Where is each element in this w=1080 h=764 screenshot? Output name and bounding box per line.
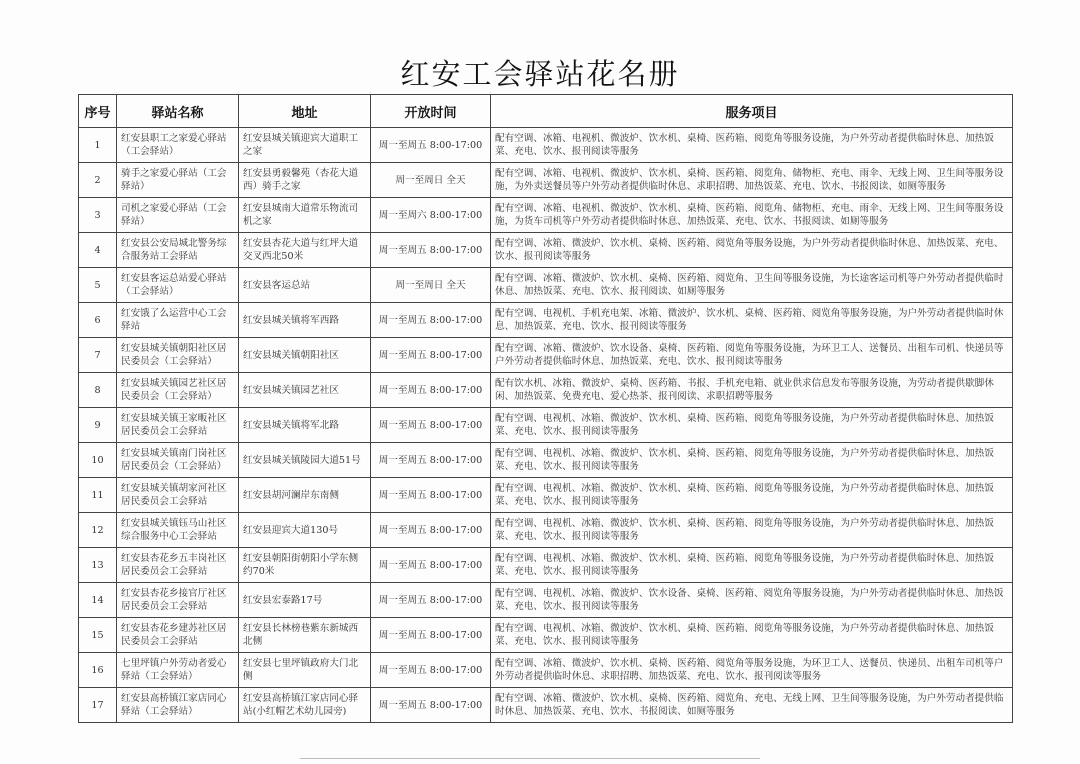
cell-services: 配有空调、电视机、冰箱、微波炉、饮水机、桌椅、医药箱、阅览角等服务设施，为户外劳动者提供临时休息、加热饭菜、充电、饮水、报刊阅读等服务 [491, 548, 1013, 583]
cell-services: 配有空调、电视机、冰箱、微波炉、饮水机、桌椅、医药箱、阅览角等服务设施，为户外劳动者提供临时休息、加热饭菜、充电、饮水、报刊阅读等服务 [491, 408, 1013, 443]
cell-address: 红安县迎宾大道130号 [239, 513, 371, 548]
cell-hours: 周一至周五 8:00-17:00 [371, 618, 491, 653]
cell-address: 红安县杏花大道与红坪大道交叉西北50米 [239, 233, 371, 268]
cell-hours: 周一至周五 8:00-17:00 [371, 548, 491, 583]
cell-no: 4 [79, 233, 117, 268]
cell-station-name: 司机之家爱心驿站（工会驿站） [117, 198, 239, 233]
table-row [79, 268, 1013, 303]
table-row [79, 373, 1013, 408]
cell-address: 红安县朝阳街朝阳小学东侧约70米 [239, 548, 371, 583]
cell-station-name: 红安县杏花乡建苏社区居民委员会工会驿站 [117, 618, 239, 653]
table-row [79, 198, 1013, 233]
cell-station-name: 红安县城关镇王家畈社区居民委员会工会驿站 [117, 408, 239, 443]
cell-no: 10 [79, 443, 117, 478]
table-row [79, 548, 1013, 583]
cell-hours: 周一至周五 8:00-17:00 [371, 513, 491, 548]
cell-services: 配有空调、冰箱、微波炉、饮水设备、桌椅、医药箱、阅览角等服务设施，为环卫工人、送餐员、出租车司机、快递员等户外劳动者提供临时休息、加热饭菜、充电、饮水、报刊阅读等服务 [491, 338, 1013, 373]
cell-address: 红安县宏泰路17号 [239, 583, 371, 618]
cell-hours: 周一至周五 8:00-17:00 [371, 233, 491, 268]
cell-address: 红安县城关镇迎宾大道职工之家 [239, 128, 371, 163]
cell-station-name: 红安县城关镇园艺社区居民委员会（工会驿站） [117, 373, 239, 408]
cell-services: 配有空调、电视机、手机充电架、冰箱、微波炉、饮水机、桌椅、医药箱、阅览角等服务设施，为户外劳动者提供临时休息、加热饭菜、充电、饮水、报刊阅读等服务 [491, 303, 1013, 338]
table-row [79, 128, 1013, 163]
cell-address: 红安县城南大道常乐物流司机之家 [239, 198, 371, 233]
table-header-row [79, 95, 1013, 128]
cell-services: 配有饮水机、冰箱、微波炉、桌椅、医药箱、书报、手机充电箱、就业供求信息发布等服务设施，为劳动者提供歇脚休闲、加热饭菜、免费充电、爱心热茶、报刊阅读、求职招聘等服务 [491, 373, 1013, 408]
cell-address: 红安县胡河澜岸东南侧 [239, 478, 371, 513]
cell-address: 红安县七里坪镇政府大门北侧 [239, 653, 371, 688]
cell-services: 配有空调、电视机、冰箱、微波炉、饮水机、桌椅、医药箱、阅览角等服务设施，为户外劳动者提供临时休息、加热饭菜、充电、饮水、报刊阅读等服务 [491, 618, 1013, 653]
cell-hours: 周一至周五 8:00-17:00 [371, 443, 491, 478]
cell-address: 红安县长林榜巷紫东新城西北侧 [239, 618, 371, 653]
cell-hours: 周一至周日 全天 [371, 268, 491, 303]
cell-services: 配有空调、电视机、冰箱、微波炉、饮水机、桌椅、医药箱、阅览角等服务设施，为户外劳动者提供临时休息、加热饭菜、充电、饮水、报刊阅读等服务 [491, 443, 1013, 478]
table-row [79, 583, 1013, 618]
station-roster-table [78, 94, 1013, 723]
cell-hours: 周一至周日 全天 [371, 163, 491, 198]
cell-station-name: 红安县公安局城北警务综合服务站工会驿站 [117, 233, 239, 268]
cell-address: 红安县勇毅馨苑（杏花大道西）骑手之家 [239, 163, 371, 198]
cell-services: 配有空调、冰箱、微波炉、饮水机、桌椅、医药箱、阅览角、卫生间等服务设施，为长途客运司机等户外劳动者提供临时休息、加热饭菜、充电、饮水、报刊阅读、如厕等服务 [491, 268, 1013, 303]
cell-services: 配有空调、冰箱、电视机、微波炉、饮水机、桌椅、医药箱、阅览角、储物柜、充电、雨伞、无线上网、卫生间等服务设施，为货车司机等户外劳动者提供临时休息、加热饭菜、充电、饮水、书报阅读、如厕等服务 [491, 198, 1013, 233]
cell-address: 红安县城关镇朝阳社区 [239, 338, 371, 373]
cell-station-name: 红安县城关镇钰马山社区综合服务中心工会驿站 [117, 513, 239, 548]
cell-no: 2 [79, 163, 117, 198]
cell-services: 配有空调、冰箱、微波炉、饮水机、桌椅、医药箱、阅览角、充电、无线上网、卫生间等服务设施，为户外劳动者提供临时休息、加热饭菜、充电、饮水、书报阅读、如厕等服务 [491, 688, 1013, 723]
table-body [79, 128, 1013, 723]
cell-hours: 周一至周五 8:00-17:00 [371, 338, 491, 373]
cell-station-name: 红安饿了么运营中心工会驿站 [117, 303, 239, 338]
header-no: 序号 [79, 95, 117, 128]
cell-no: 15 [79, 618, 117, 653]
cell-station-name: 七里坪镇户外劳动者爱心驿站（工会驿站） [117, 653, 239, 688]
cell-no: 13 [79, 548, 117, 583]
cell-no: 11 [79, 478, 117, 513]
table-row [79, 513, 1013, 548]
cell-no: 9 [79, 408, 117, 443]
header-address: 地址 [239, 95, 371, 128]
cell-no: 6 [79, 303, 117, 338]
cell-hours: 周一至周五 8:00-17:00 [371, 408, 491, 443]
cell-station-name: 红安县城关镇南门岗社区居民委员会（工会驿站） [117, 443, 239, 478]
page-title: 红安工会驿站花名册 [400, 57, 680, 91]
cell-hours: 周一至周五 8:00-17:00 [371, 583, 491, 618]
table-row [79, 233, 1013, 268]
table-row [79, 338, 1013, 373]
cell-services: 配有空调、电视机、冰箱、微波炉、饮水机、桌椅、医药箱、阅览角等服务设施，为户外劳动者提供临时休息、加热饭菜、充电、饮水、报刊阅读等服务 [491, 478, 1013, 513]
cell-services: 配有空调、冰箱、微波炉、饮水机、桌椅、医药箱、阅览角等服务设施，为户外劳动者提供临时休息、加热饭菜、充电、饮水、报刊阅读等服务 [491, 233, 1013, 268]
cell-no: 3 [79, 198, 117, 233]
table-row [79, 408, 1013, 443]
cell-station-name: 红安县职工之家爱心驿站（工会驿站） [117, 128, 239, 163]
cell-address: 红安县城关镇园艺社区 [239, 373, 371, 408]
cell-no: 17 [79, 688, 117, 723]
cell-hours: 周一至周五 8:00-17:00 [371, 303, 491, 338]
cell-address: 红安县高桥镇江家店同心驿站(小红帽艺术幼儿园旁) [239, 688, 371, 723]
cell-no: 12 [79, 513, 117, 548]
cell-station-name: 红安县杏花乡接官厅社区居民委员会工会驿站 [117, 583, 239, 618]
cell-services: 配有空调、电视机、冰箱、微波炉、饮水设备、桌椅、医药箱、阅览角等服务设施，为户外劳动者提供临时休息、加热饭菜、充电、饮水、报刊阅读等服务 [491, 583, 1013, 618]
cell-station-name: 红安县杏花乡五丰岗社区居民委员会工会驿站 [117, 548, 239, 583]
cell-no: 8 [79, 373, 117, 408]
cell-services: 配有空调、冰箱、电视机、微波炉、饮水机、桌椅、医药箱、阅览角等服务设施，为户外劳动者提供临时休息、加热饭菜、充电、饮水、报刊阅读等服务 [491, 128, 1013, 163]
cell-services: 配有空调、冰箱、电视机、微波炉、饮水机、桌椅、医药箱、阅览角、储物柜、充电、雨伞、无线上网、卫生间等服务设施，为外卖送餐员等户外劳动者提供临时休息、求职招聘、加热饭菜、充电、饮水、书报阅读、如厕等服务 [491, 163, 1013, 198]
table-row [79, 688, 1013, 723]
cell-services: 配有空调、电视机、冰箱、微波炉、饮水机、桌椅、医药箱、阅览角等服务设施，为户外劳动者提供临时休息、加热饭菜、充电、饮水、报刊阅读等服务 [491, 513, 1013, 548]
table-row [79, 163, 1013, 198]
cell-hours: 周一至周六 8:00-17:00 [371, 198, 491, 233]
table-row [79, 618, 1013, 653]
cell-hours: 周一至周五 8:00-17:00 [371, 688, 491, 723]
cell-hours: 周一至周五 8:00-17:00 [371, 653, 491, 688]
table-row [79, 303, 1013, 338]
cell-address: 红安县客运总站 [239, 268, 371, 303]
cell-station-name: 红安县城关镇朝阳社区居民委员会（工会驿站） [117, 338, 239, 373]
header-station-name: 驿站名称 [117, 95, 239, 128]
table-row [79, 443, 1013, 478]
cell-services: 配有空调、冰箱、微波炉、饮水机、桌椅、医药箱、阅览角等服务设施，为环卫工人、送餐员、快递员、出租车司机等户外劳动者提供临时休息、求职招聘、加热饭菜、充电、饮水、报刊阅读等服务 [491, 653, 1013, 688]
header-hours: 开放时间 [371, 95, 491, 128]
cell-address: 红安县城关镇将军西路 [239, 303, 371, 338]
cell-no: 1 [79, 128, 117, 163]
cell-hours: 周一至周五 8:00-17:00 [371, 128, 491, 163]
cell-station-name: 红安县城关镇胡家河社区居民委员会工会驿站 [117, 478, 239, 513]
table-row [79, 478, 1013, 513]
cell-address: 红安县城关镇陵园大道51号 [239, 443, 371, 478]
cell-no: 14 [79, 583, 117, 618]
cell-station-name: 骑手之家爱心驿站（工会驿站） [117, 163, 239, 198]
cell-no: 5 [79, 268, 117, 303]
cell-station-name: 红安县客运总站爱心驿站（工会驿站） [117, 268, 239, 303]
cell-hours: 周一至周五 8:00-17:00 [371, 373, 491, 408]
page-edge-divider [300, 758, 760, 759]
header-services: 服务项目 [491, 95, 1013, 128]
cell-address: 红安县城关镇将军北路 [239, 408, 371, 443]
cell-hours: 周一至周五 8:00-17:00 [371, 478, 491, 513]
cell-station-name: 红安县高桥镇江家店同心驿站（工会驿站） [117, 688, 239, 723]
cell-no: 16 [79, 653, 117, 688]
cell-no: 7 [79, 338, 117, 373]
table-row [79, 653, 1013, 688]
